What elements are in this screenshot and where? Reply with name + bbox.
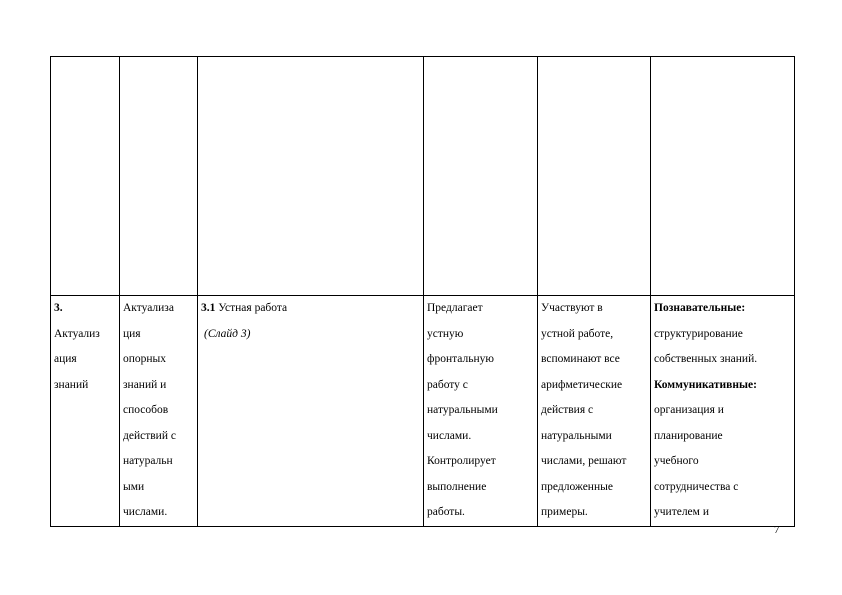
content-slide: (Слайд 3)	[204, 327, 251, 340]
uud-communicative-label: Коммуникативные:	[654, 378, 757, 391]
teacher-cell	[424, 296, 538, 527]
table-cell	[651, 57, 795, 296]
content-cell	[198, 296, 424, 527]
students-cell	[538, 296, 651, 527]
goal-text: Актуализа ция опорных знаний и способов действий с натуральн ыми числами.	[123, 302, 176, 518]
table-cell	[51, 57, 120, 296]
content-heading	[201, 296, 420, 322]
stage-name: Актуализ ация знаний	[54, 327, 100, 391]
table-cell	[120, 57, 198, 296]
teacher-activity: Предлагает устную фронтальную работу с натуральными числами. Контролирует выполнение работы.	[427, 302, 498, 518]
goal-cell	[120, 296, 198, 527]
table-row	[51, 57, 795, 296]
stage-number: 3.	[54, 302, 63, 314]
content-title: Устная работа	[215, 302, 288, 314]
uud-cognitive-label: Познавательные:	[654, 302, 746, 314]
lesson-plan-table	[50, 56, 795, 527]
stage-cell	[51, 296, 120, 527]
content-number: 3.1	[201, 302, 216, 314]
table-cell	[198, 57, 424, 296]
uud-cognitive-text: структурирование собственных знаний.	[654, 327, 758, 365]
page-number: 7	[774, 524, 780, 536]
students-activity: Участвуют в устной работе, вспоминают все арифметические действия с натуральными числами, решают предложенные примеры.	[541, 302, 627, 518]
table-row	[51, 296, 795, 527]
uud-cell	[651, 296, 795, 527]
table-cell	[538, 57, 651, 296]
uud-communicative-text: организация и планирование учебного сотрудничества с учителем и	[654, 404, 739, 518]
table-cell	[424, 57, 538, 296]
